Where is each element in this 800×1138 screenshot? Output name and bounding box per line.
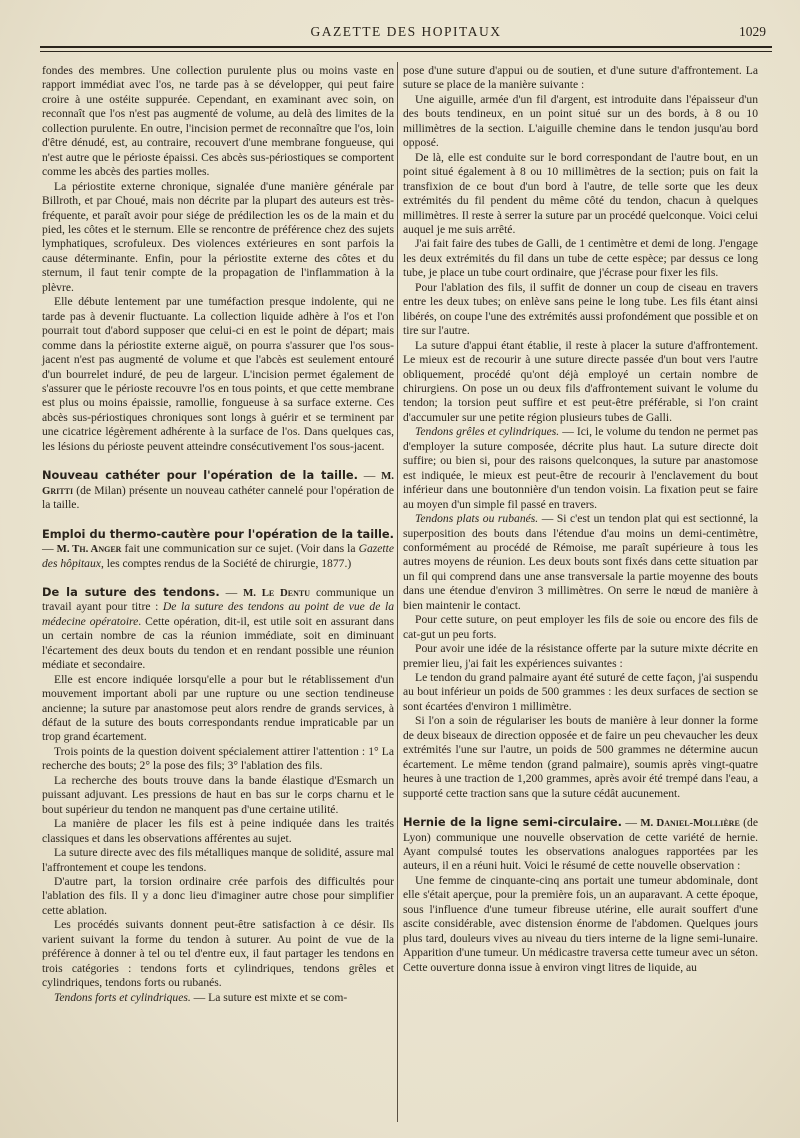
- paragraph: La recherche des bouts trouve dans la bande élastique d'Esmarch un puissant adjuvant. Les pressions de haut en bas sur le corps charnu et le bout supérieur du tendon ne manquent pas d'une certaine utilité.: [42, 773, 394, 816]
- paragraph: D'autre part, la torsion ordinaire crée parfois des difficultés pour l'ablation des fils. Il y a donc lieu d'imaginer autre chose pour simplifier cette ablation.: [42, 875, 394, 917]
- dash: —: [42, 542, 57, 556]
- paragraph: De là, elle est conduite sur le bord correspondant de l'autre bout, en un point situé également à 8 ou 10 millimètres de la section; puis on fait la transfixion de ce bout d'un bord à l'autre, de telle sorte que les deux extrémités du fil pendent du même côté du tendon, chacun à quelques millimètres. Il reste à serrer la suture par un procédé quelconque. Voici celui auquel je me suis arrêté.: [403, 150, 758, 236]
- paragraph: Elle est encore indiquée lorsqu'elle a pour but le rétablissement d'un mouvement important aboli par une rupture ou une section tendineuse ancienne; la suture par anastomose peut alors rendre de grands services, à défaut de la suture des bouts correspondants rendue impraticable par un trop grand écartement.: [42, 672, 394, 744]
- paragraph-body: — Ici, le volume du tendon ne permet pas d'employer la suture composée, décrite plus haut. La suture directe doit suffire; ou bien si, pour des raisons quelconques, la suture par anastomose est indiquée, le mieux est peut-être de recourir à l'enclavement du bout inférieur dans une boutonnière d'un tendon voisin. La fixation peut se faire au moyen d'un simple fil passé en travers.: [403, 425, 758, 511]
- left-column: [42, 64, 394, 1005]
- running-title: GAZETTE DES HOPITAUX: [310, 24, 502, 39]
- section-body: . Cette opération, dit-il, est utile soit en assurant dans un certain nombre de cas la réunion immédiate, soit en diminuant l'écartement des deux bouts du tendon et en rendant possible une réunion médiate et secondaire.: [42, 614, 394, 672]
- paragraph-body: — Si c'est un tendon plat qui est sectionné, la superposition des bouts dans l'étendue d'au moins un demi-centimètre, conformément au procédé de Rémoise, me paraît supérieure à tous les autres moyens de réunion. Les deux bouts sont fixés dans cette situation par un fil qui comprend dans une anse transversale la partie moyenne des bouts dans une étendue d'environ 3 millimètres. On serre le nœud de manière à bien maintenir le contact.: [403, 512, 759, 612]
- paragraph-body: — La suture est mixte et se com-: [190, 990, 348, 1004]
- paragraph: Si l'on a soin de régulariser les bouts de manière à leur donner la forme de deux biseaux de direction opposée et de faire un peu chevaucher les deux extrémités l'une sur l'autre, un poids de 500 grammes ne détermine aucun écartement. Le même tendon (grand palmaire), soumis après vingt-quatre heures à une traction de 1,200 grammes, après avoir été trempé dans l'eau, a supporté cette traction sans que la suture cédât aucunement.: [403, 714, 758, 800]
- header-rule-thin: [40, 51, 772, 52]
- section-body: (de Milan) présente un nouveau cathéter cannelé pour l'opération de la taille.: [42, 483, 394, 512]
- section-heading: Nouveau cathéter pour l'opération de la taille.: [42, 468, 358, 483]
- header-rule: [40, 46, 772, 48]
- paragraph: Pour cette suture, on peut employer les fils de soie ou encore des fils de cat-gut un peu forts.: [403, 613, 758, 641]
- paragraph: Le tendon du grand palmaire ayant été suturé de cette façon, j'ai suspendu au bout inférieur un poids de 500 grammes : les deux surfaces de section se sont écartées d'environ 1 millimètre.: [403, 671, 758, 713]
- subheading-italic: Tendons grêles et cylindriques.: [415, 425, 560, 439]
- paragraph: Trois points de la question doivent spécialement attirer l'attention : 1° La recherche des bouts; 2° la pose des fils; 3° l'ablation des fils.: [42, 744, 394, 773]
- paragraph: La suture d'appui étant établie, il reste à placer la suture d'affrontement. Le mieux est de recourir à une suture directe passée d'un bout vers l'autre obliquement, procédé qu'ont déjà employé un certain nombre de chirurgiens. On pose un ou deux fils d'affrontement suivant le volume du tendon; la torsion peut suffire et est peut-être préférable, si l'on craint d'accumuler sur une petite région plusieurs tubes de Galli.: [403, 338, 758, 424]
- paragraph: [403, 512, 758, 613]
- paragraph: Une aiguille, armée d'un fil d'argent, est introduite dans l'épaisseur d'un des bouts tendineux, en un point situé sur un des bords, à 8 ou 10 millimètres de la section. L'aiguille chemine dans le tendon jusqu'au bord opposé.: [403, 92, 758, 150]
- paragraph: La périostite externe chronique, signalée d'une manière générale par Billroth, et par Choué, mais non décrite par la plupart des auteurs est très-fréquente, et paraît avoir pour siége de prédilection les os de la main et du pied, les côtes et le sternum. Elle se rencontre de préférence chez des sujets lymphatiques, scrofuleux. Des violences extérieures en sont parfois la cause déterminante. Enfin, pour la périostite externe des côtes et du sternum, il faut tenir compte de la propagation de l'inflammation à la plèvre.: [42, 179, 394, 294]
- dash: —: [621, 816, 641, 830]
- paragraph: [42, 991, 394, 1005]
- paragraph: La suture directe avec des fils métalliques manque de solidité, assure mal l'affrontement et coupe les tendons.: [42, 846, 394, 874]
- paragraph: Elle débute lentement par une tuméfaction presque indolente, qui ne tarde pas à devenir fluctuante. La collection liquide adhère à l'os et l'on pourrait tout d'abord supposer que celui-ci en est le point de départ; mais comme dans la périostite externe aiguë, on pourra s'assurer que l'os sous-jacent n'est pas augmenté de volume et que l'abcès est seulement entouré d'un bourrelet induré, de peu de largeur. L'incision permet également de s'assurer que le périoste recouvre l'os en tous points, et que cette membrane est plus ou moins épaissie, ramollie, fongueuse à sa surface externe. Ces abcès sus-périostiques chroniques sont longs à guérir et se terminent par une cicatrice légèrement adhérente à la surface de l'os. Dans quelques cas, les lésions du périoste peuvent atteindre consécutivement l'os sous-jacent.: [42, 295, 394, 453]
- dash: —: [219, 585, 244, 599]
- section-body: fait une communication sur ce sujet. (Voir dans la: [121, 542, 359, 556]
- paragraph: Pour avoir une idée de la résistance offerte par la suture mixte décrite en premier lieu, j'ai fait les expériences suivantes :: [403, 642, 758, 670]
- paragraph: Une femme de cinquante-cinq ans portait une tumeur abdominale, dont elle s'était aperçue, pour la première fois, un an auparavant. A cette époque, sous l'influence d'une tumeur fibreuse utérine, elle aurait souffert d'une ascite considérable, avec distension énorme de l'abdomen. Quelques jours plus tard, douleurs vives au niveau du tiers interne de la ligne semi-lunaire. Apparition d'une tumeur. Un médicastre traversa cette tumeur avec un séton. Cette ouverture donna issue à environ vingt litres de liquide, au: [403, 873, 758, 974]
- section-body: (de Lyon) communique une nouvelle observation de cette variété de hernie. Ayant compulsé toutes les observations analogues rapportées par les auteurs, il en a réuni huit. Voici le résumé de cette nouvelle observation :: [403, 816, 758, 873]
- author-name: M. Daniel-Mollière: [640, 817, 740, 830]
- page-header: [40, 20, 772, 42]
- paragraph: [403, 425, 758, 512]
- section-body: communique un travail ayant pour titre :: [42, 585, 394, 614]
- dash: —: [357, 469, 382, 483]
- section-heading: Hernie de la ligne semi-circulaire.: [403, 815, 622, 830]
- subheading-italic: Tendons plats ou rubanés.: [415, 512, 539, 526]
- section-catheter: [42, 468, 394, 512]
- section-heading: Emploi du thermo-cautère pour l'opération de la taille.: [42, 526, 394, 541]
- work-title: De la suture des tendons au point de vue de la médecine opératoire: [42, 600, 395, 628]
- right-column: [403, 64, 758, 975]
- paragraph: pose d'une suture d'appui ou de soutien, et d'une suture d'affrontement. La suture se place de la manière suivante :: [403, 64, 758, 92]
- section-heading: De la suture des tendons.: [42, 584, 220, 599]
- section-body: , les comptes rendus de la Société de chirurgie, 1877.): [100, 556, 352, 570]
- paragraph: Les procédés suivants donnent peut-être satisfaction à ce désir. Ils varient suivant la forme du tendon à suturer. Au point de vue de la préférence à donner à tel ou tel d'entre eux, il faut partager les tendons en trois catégories : tendons forts et cylindriques, tendons grêles et cylindriques, tendons forts ou rubanés.: [42, 918, 394, 990]
- author-name: M. Le Dentu: [243, 586, 311, 599]
- section-suture-tendons: [42, 585, 394, 673]
- section-thermo-cautere: [42, 527, 394, 571]
- paragraph: La manière de placer les fils est à peine indiquée dans les traités classiques et dans les observations afférentes au sujet.: [42, 817, 394, 845]
- author-name: M. Th. Anger: [56, 543, 122, 556]
- paragraph: Pour l'ablation des fils, il suffit de donner un coup de ciseau en travers entre les deux tubes; on enlève sans peine le long tube. Les fils étant ainsi libérés, on coupe l'une des extrémités aussi profondément que possible et on tire sur l'autre.: [403, 280, 758, 338]
- journal-title: Gazette des hôpitaux: [42, 542, 395, 570]
- paragraph: J'ai fait faire des tubes de Galli, de 1 centimètre et demi de long. J'engage les deux extrémités du fil dans un tube de cette espèce; par dessus ce long tube, je place un tube court ordinaire, que j'écrase pour fixer les fils.: [403, 237, 758, 280]
- paragraph: fondes des membres. Une collection purulente plus ou moins vaste en rapport immédiat avec l'os, ne tarde pas à se développer, qui peut faire croire à une ostéite suppurée. Cependant, en examinant avec soin, on reconnaît que l'os n'est pas augmenté de volume, au delà des limites de la collection purulente. En outre, l'incision permet de reconnaître que l'os, loin d'être dénudé, est, au contraire, recouvert d'une membrane fongueuse, qui n'est autre que le périoste épaissi. Ces abcès sus-périostiques se comportent comme les abcès des parties molles.: [42, 64, 394, 179]
- page-number: 1029: [739, 24, 766, 39]
- author-name: M. Gritti: [42, 470, 394, 497]
- subheading-italic: Tendons forts et cylindriques.: [54, 990, 191, 1004]
- column-divider: [397, 62, 398, 1122]
- section-hernie: [403, 815, 758, 874]
